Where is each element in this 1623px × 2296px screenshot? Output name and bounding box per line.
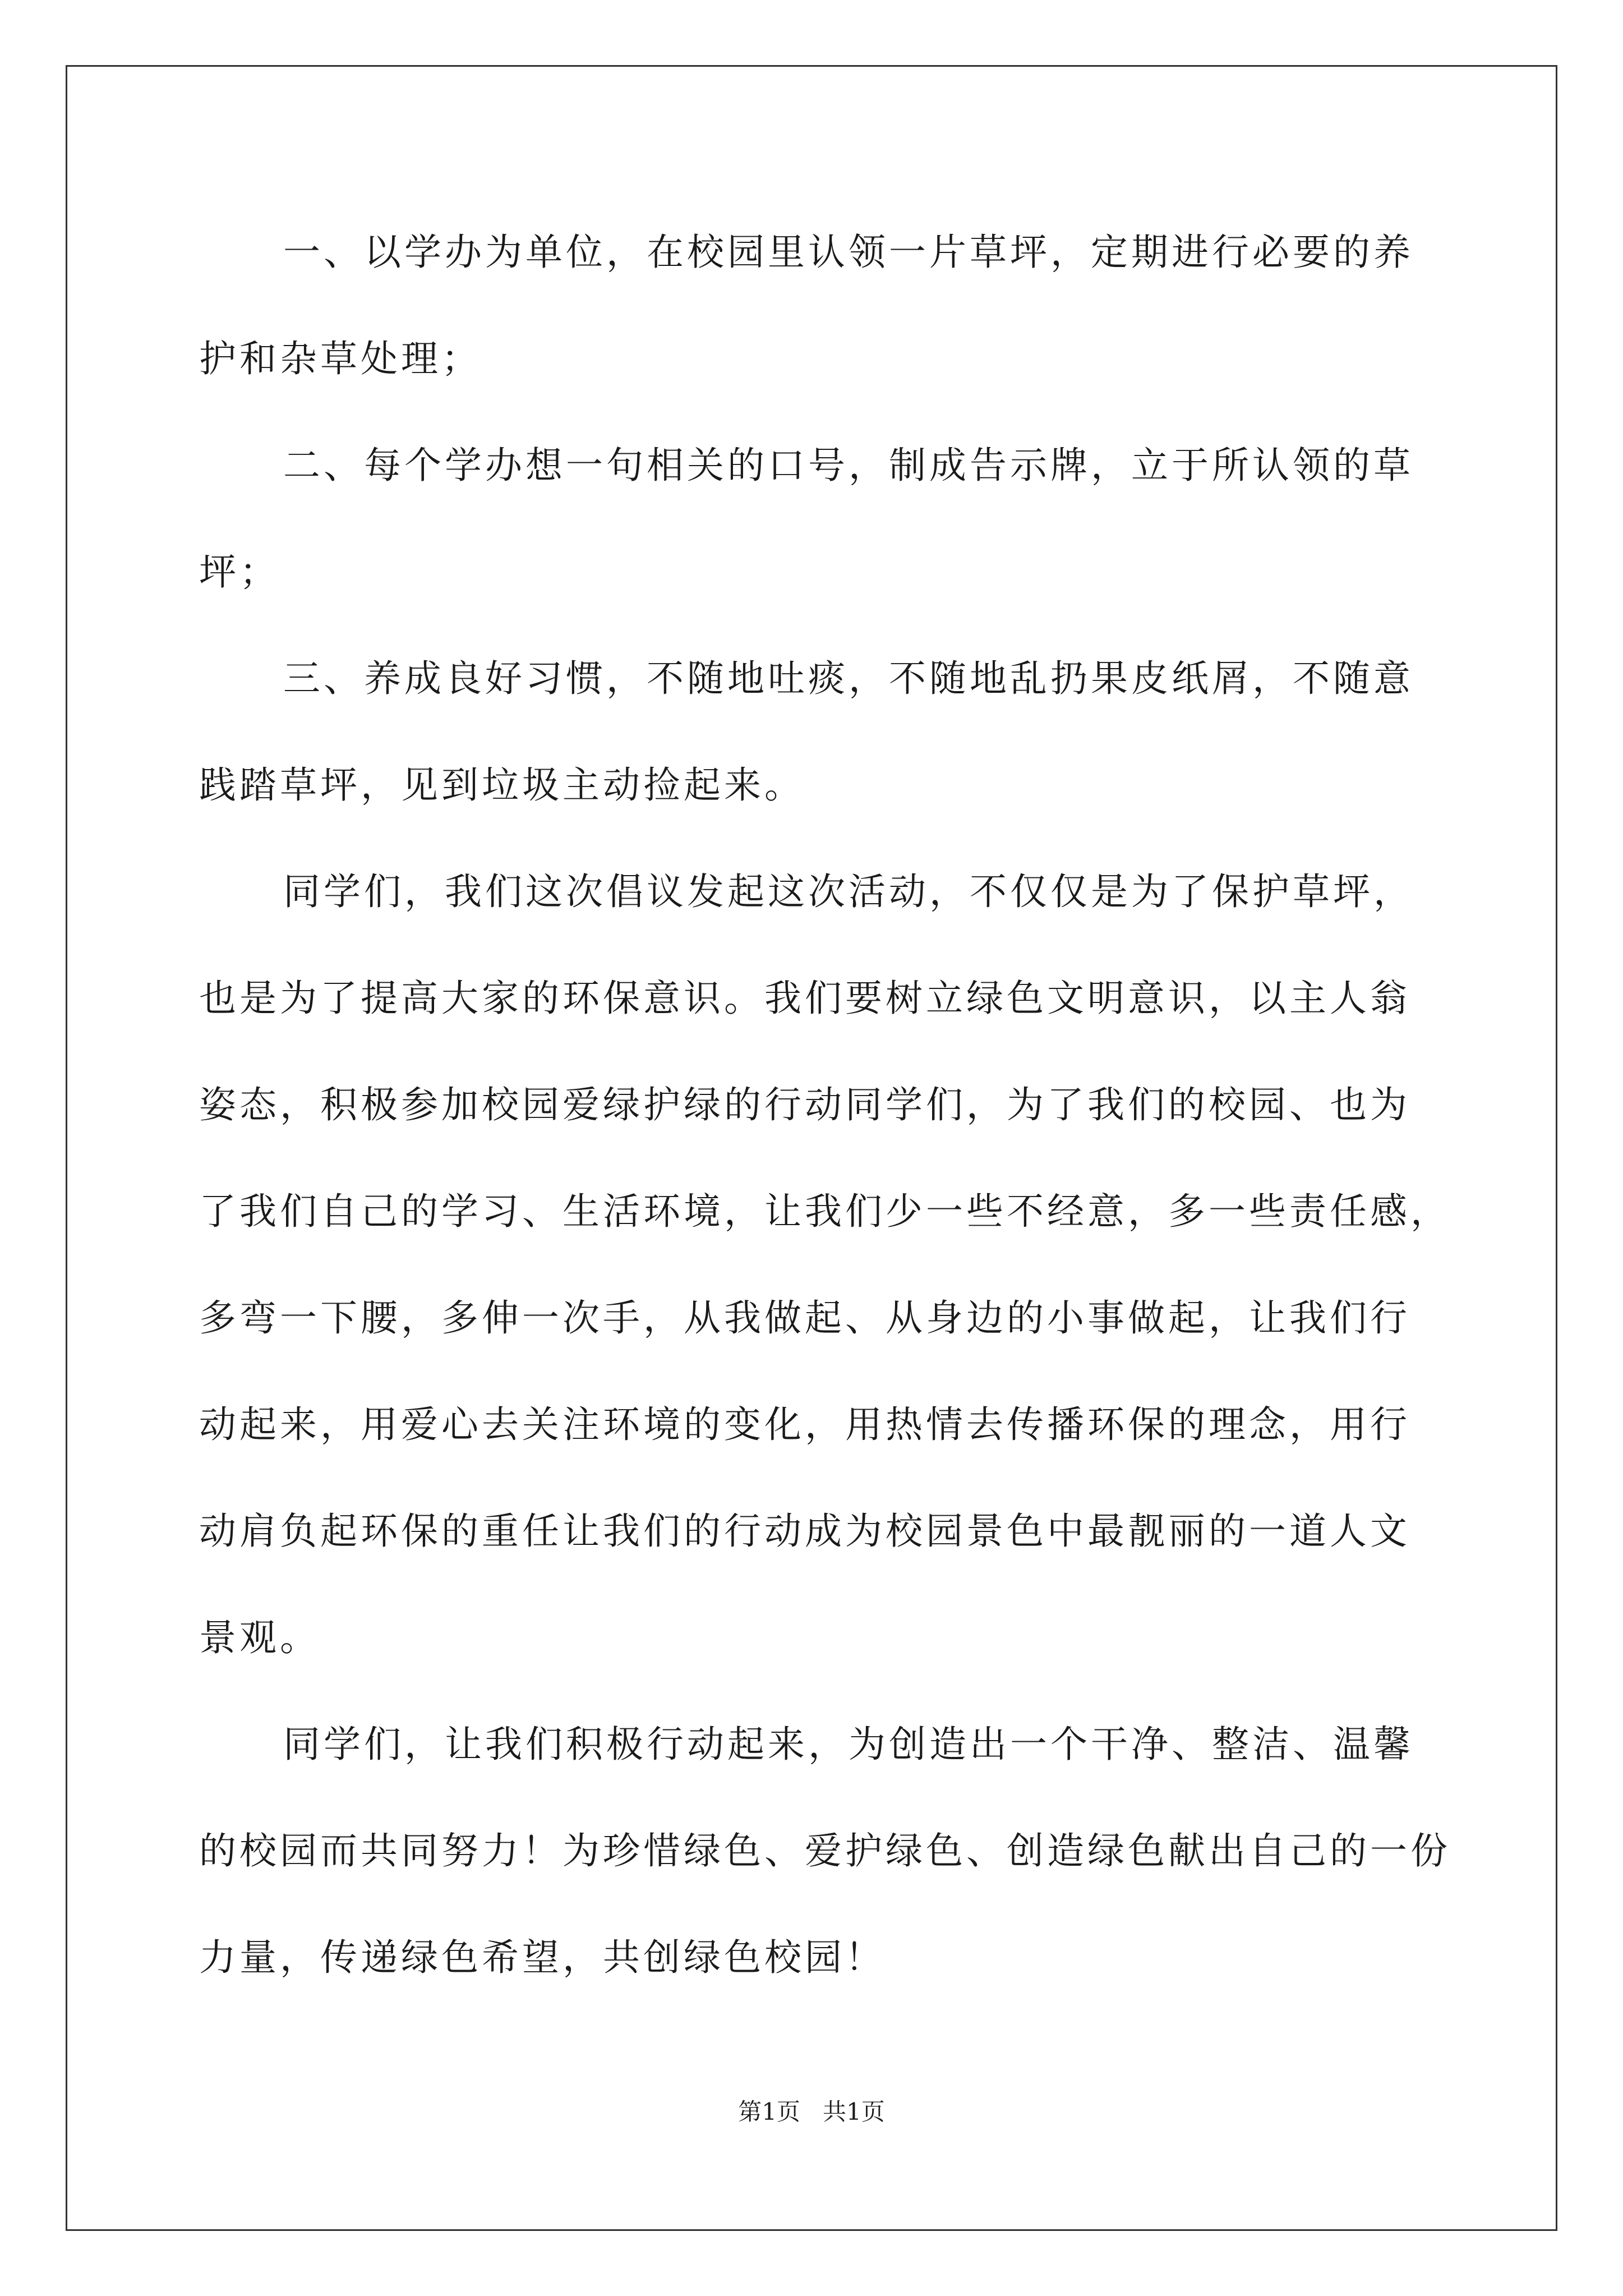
text-line: 了我们自己的学习、生活环境，让我们少一些不经意，多一些责任感， [199, 1190, 1451, 1233]
text-line: 二、每个学办想一句相关的口号，制成告示牌，立于所认领的草 [283, 444, 1414, 487]
text-line: 动起来，用爱心去关注环境的变化，用热情去传播环保的理念，用行 [199, 1403, 1410, 1446]
text-line: 的校园而共同努力！为珍惜绿色、爱护绿色、创造绿色献出自己的一份 [199, 1829, 1451, 1872]
text-line: 多弯一下腰，多伸一次手，从我做起、从身边的小事做起，让我们行 [199, 1296, 1410, 1340]
text-line: 同学们，我们这次倡议发起这次活动，不仅仅是为了保护草坪， [283, 870, 1414, 913]
text-line: 护和杂草处理； [199, 337, 482, 380]
text-line: 践踏草坪，见到垃圾主动捡起来。 [199, 763, 805, 807]
text-line: 力量，传递绿色希望，共创绿色校园！ [199, 1936, 886, 1979]
text-line: 一、以学办为单位，在校园里认领一片草坪，定期进行必要的养 [283, 231, 1414, 274]
text-line: 姿态，积极参加校园爱绿护绿的行动同学们，为了我们的校园、也为 [199, 1083, 1410, 1126]
text-line: 景观。 [199, 1616, 320, 1659]
text-line: 也是为了提高大家的环保意识。我们要树立绿色文明意识，以主人翁 [199, 977, 1410, 1020]
text-line: 动肩负起环保的重任让我们的行动成为校园景色中最靓丽的一道人文 [199, 1510, 1410, 1553]
text-line: 三、养成良好习惯，不随地吐痰，不随地乱扔果皮纸屑，不随意 [283, 657, 1414, 700]
text-line: 坪； [199, 550, 280, 593]
page-border [66, 65, 1557, 2231]
text-line: 同学们，让我们积极行动起来，为创造出一个干净、整洁、温馨 [283, 1723, 1414, 1766]
page-number-footer: 第1页 共1页 [738, 2098, 885, 2125]
